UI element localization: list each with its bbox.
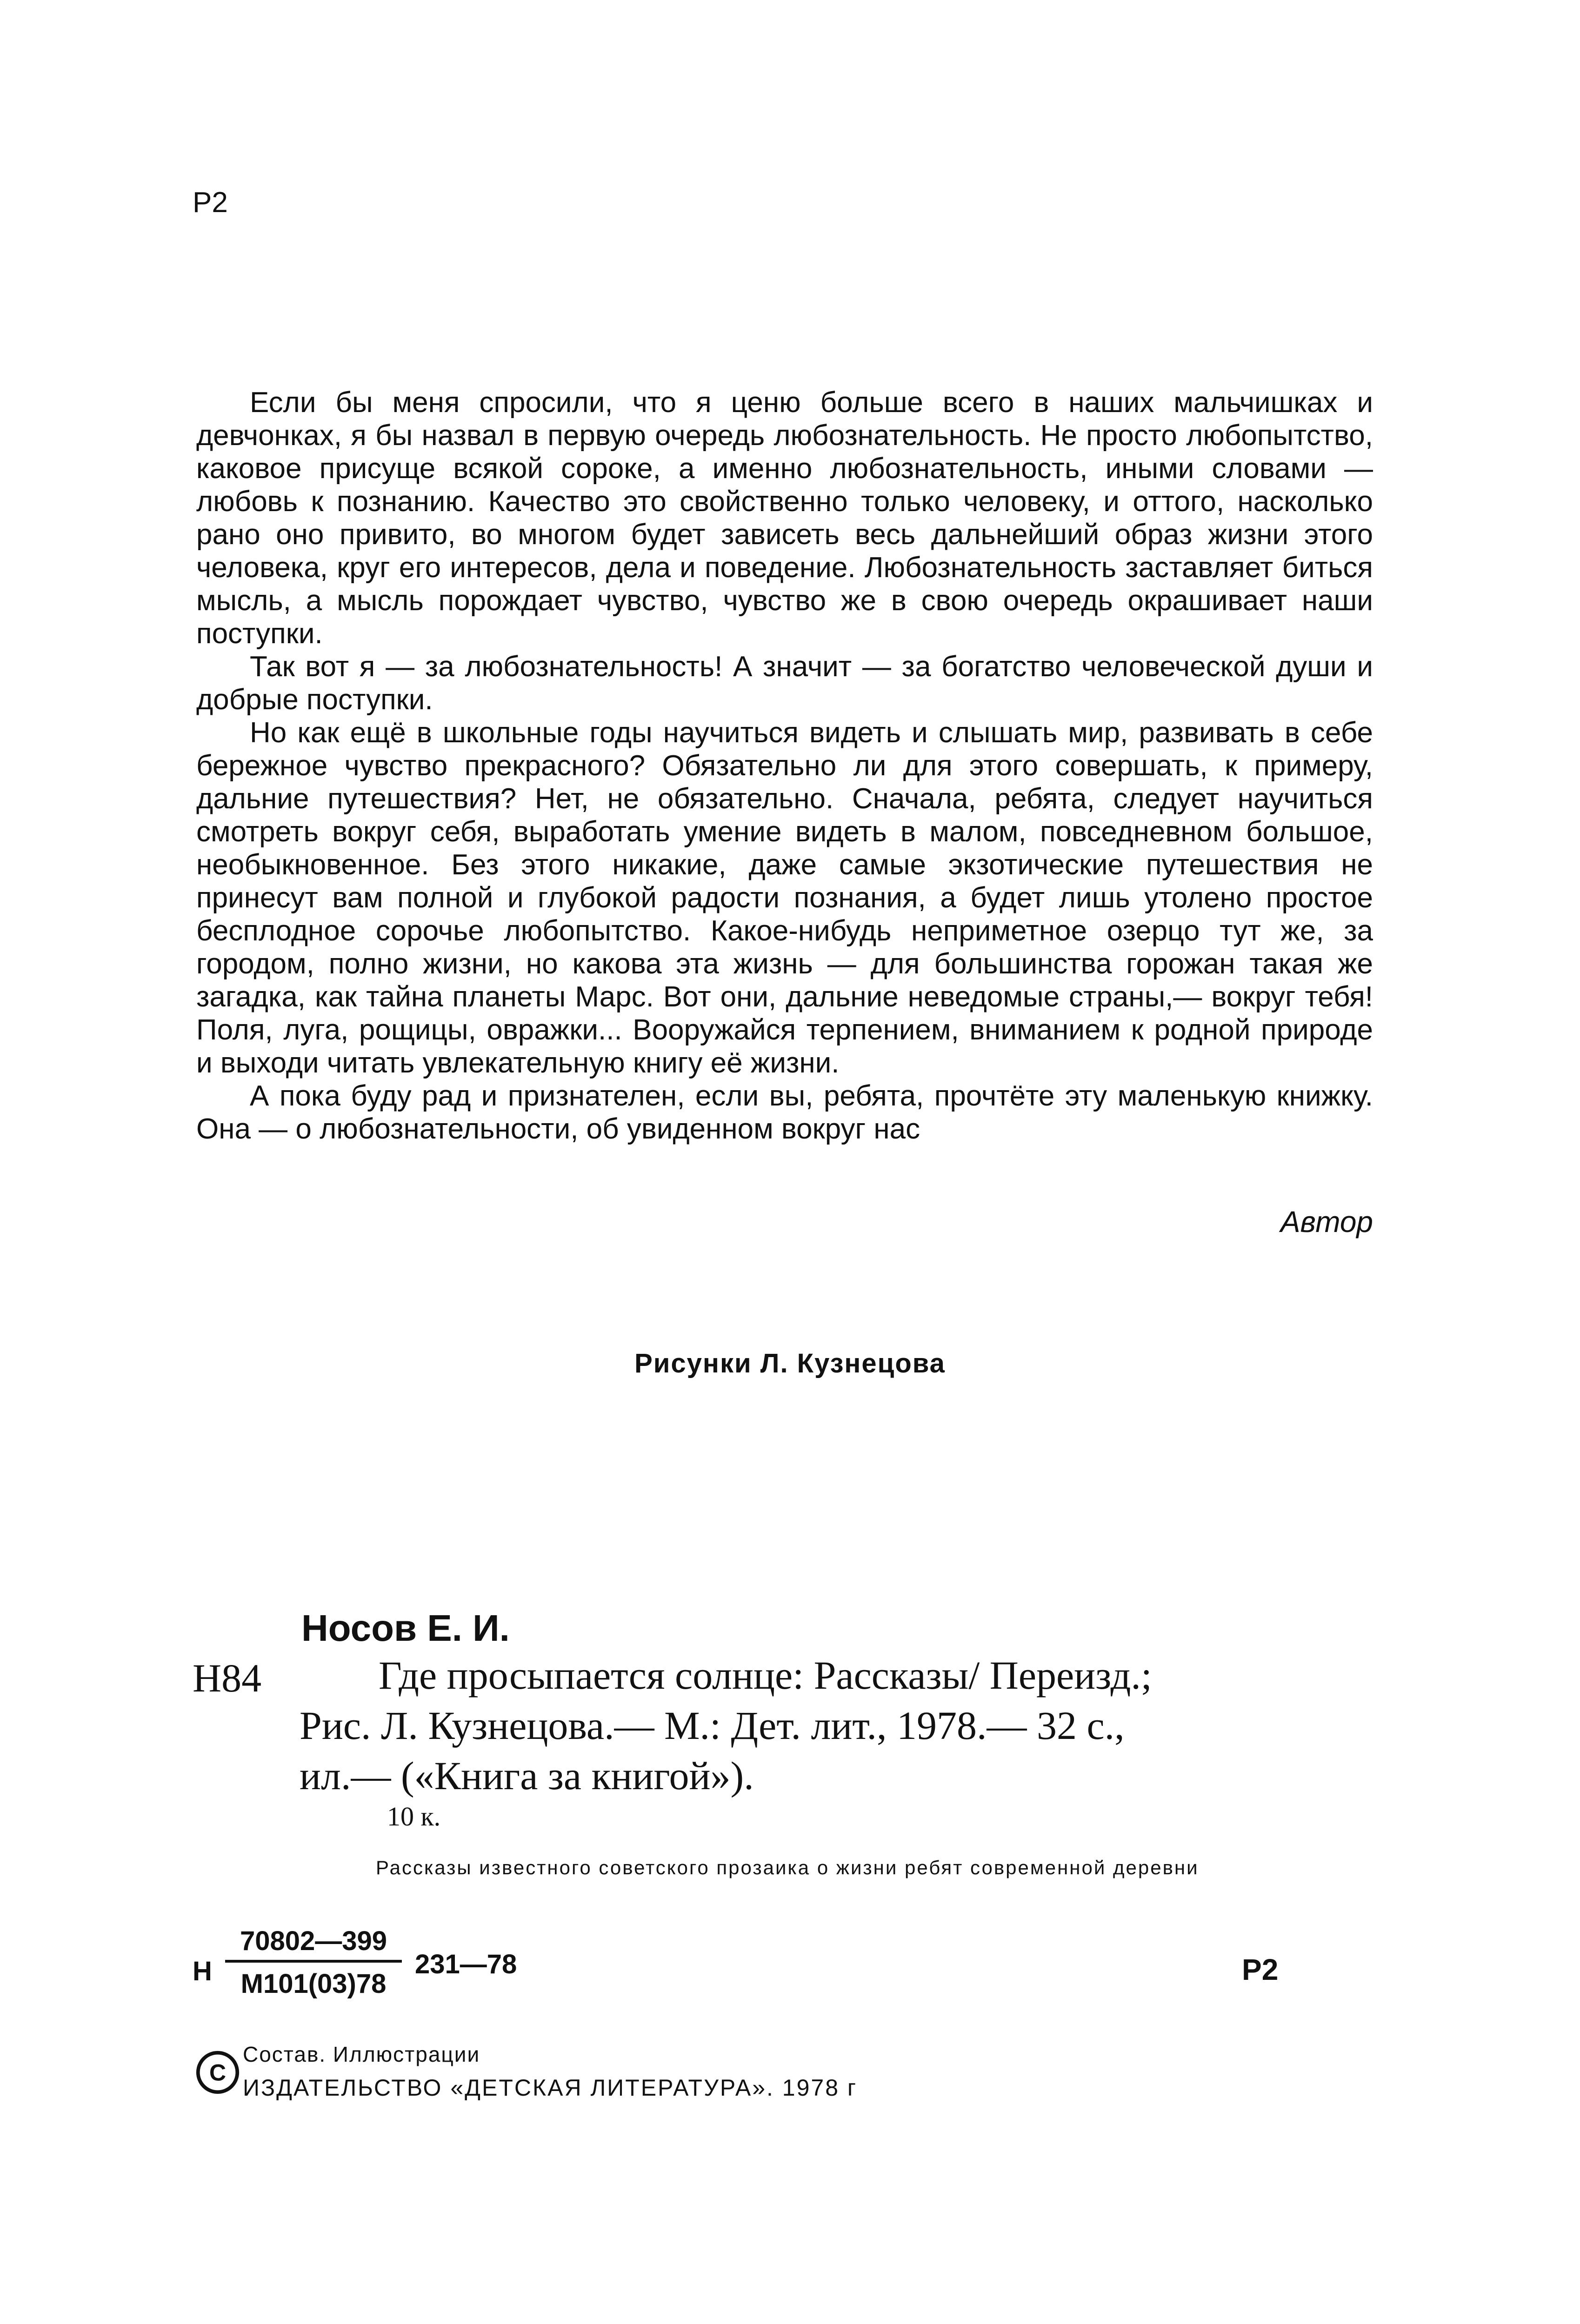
biblio-description [300,1650,1286,1801]
preface-paragraph: Так вот я — за любознательность! А значит — за богатство человеческой души и добрые поступки. [196,651,1373,716]
price: 10 к. [387,1801,441,1831]
biblio-author: Носов Е. И. [301,1607,510,1649]
biblio-line: Где просыпается солнце: Рассказы/ Переизд.; [379,1653,1152,1698]
classification-index: Р2 [1242,1953,1279,1986]
corner-index: Р2 [193,186,228,219]
preface-paragraph: А пока буду рад и признателен, если вы, ребята, прочтёте эту маленькую книжку. Она — о любознательности, об увиденном вокруг нас [196,1080,1373,1145]
classification-denominator: М101(03)78 [240,1969,387,1999]
copyright-symbol: C [209,2059,227,2086]
copyright-line: Состав. Иллюстрации [243,2042,480,2066]
biblio-line: ил.— («Книга за книгой»). [300,1753,754,1798]
preface-paragraph: Если бы меня спросили, что я ценю больше всего в наших мальчишках и девчонках, я бы назвал в первую очередь любознательность. Не просто любопытство, каковое присуще всякой сороке, а именно любознательность, иными словами — любовь к познанию. Качество это свойственно только человеку, и оттого, насколько рано оно привито, во многом будет зависеть весь дальнейший образ жизни этого человека, круг его интересов, дела и поведение. Любознательность заставляет биться мысль, а мысль порождает чувство, чувство же в свою очередь окрашивает наши поступки. [196,386,1373,650]
copyright-icon [195,2050,240,2095]
biblio-code: Н84 [193,1656,262,1700]
author-signature: Автор [1280,1205,1373,1239]
preface-paragraph: Но как ещё в школьные годы научиться видеть и слышать мир, развивать в себе бережное чувство прекрасного? Обязательно ли для этого совершать, к примеру, дальние путешествия? Нет, не обязательно. Сначала, ребята, следует научиться смотреть вокруг себя, выработать умение видеть в малом, повседневном большое, необыкновенное. Без этого никакие, даже самые экзотические путешествия не принесут вам полной и глубокой радости познания, а будет лишь утолено простое бесплодное сорочье любопытство. Какое-нибудь неприметное озерцо тут же, за городом, полно жизни, но какова эта жизнь — для большинства горожан такая же загадка, как тайна планеты Марс. Вот они, дальние неведомые страны,— вокруг тебя! Поля, луга, рощицы, овражки... Вооружайся терпением, вниманием к родной природе и выходи читать увлекательную книгу её жизни. [196,717,1373,1079]
classification-letter: Н [193,1956,212,1986]
preface [196,386,1373,1145]
biblio-line: Рис. Л. Кузнецова.— М.: Дет. лит., 1978.— 32 с., [300,1703,1125,1748]
illustrations-credit: Рисунки Л. Кузнецова [634,1348,946,1378]
classification-numerator: 70802—399 [240,1926,387,1956]
publisher-line: ИЗДАТЕЛЬСТВО «ДЕТСКАЯ ЛИТЕРАТУРА». 1978 г [243,2075,858,2101]
fraction-line [225,1960,402,1963]
classification-tail: 231—78 [415,1949,517,1979]
annotation: Рассказы известного советского прозаика о жизни ребят современной деревни [376,1857,1199,1878]
